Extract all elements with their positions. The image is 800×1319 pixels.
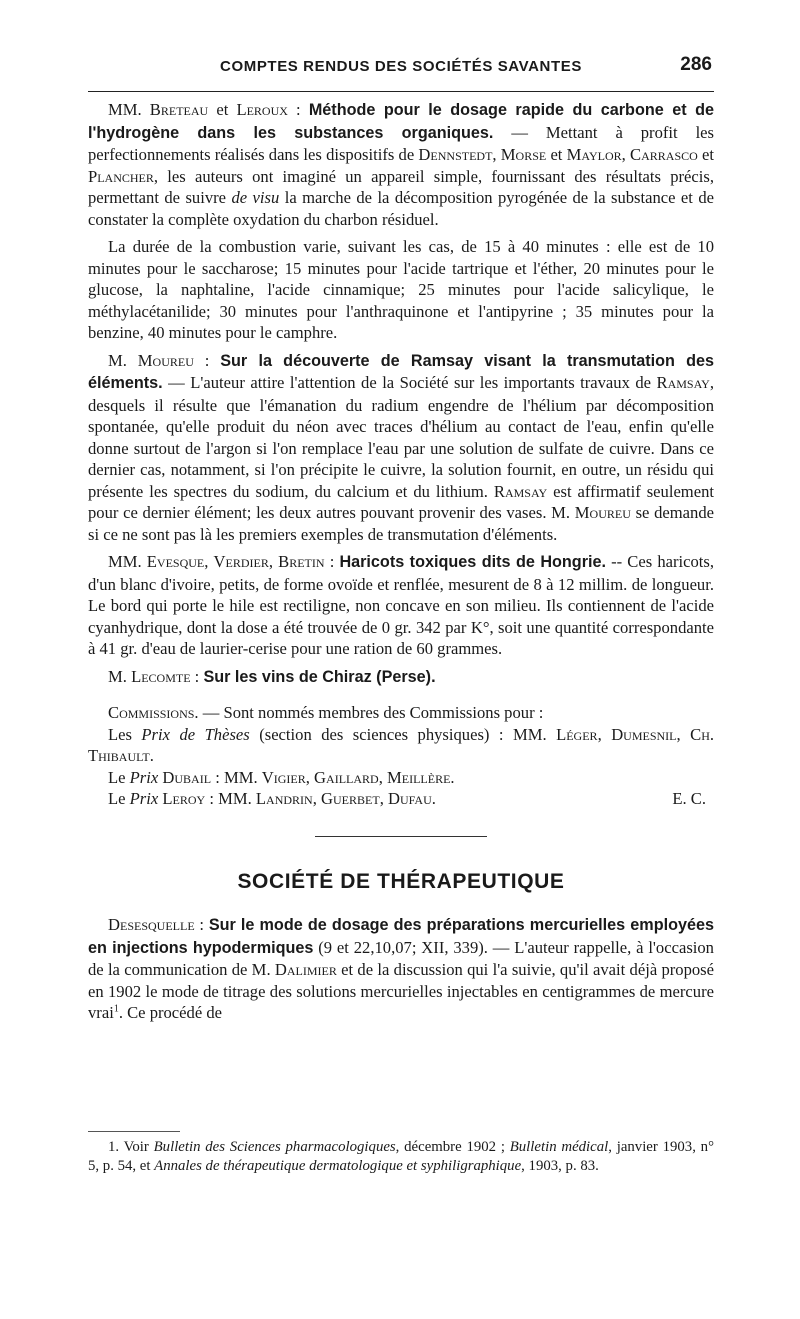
- journal-title: Bulletin des Sciences pharmacologiques: [153, 1139, 396, 1155]
- member-name: Meillère: [387, 767, 451, 787]
- running-header: [88, 52, 714, 82]
- cited-name: Ramsay: [656, 373, 710, 392]
- commission-line-leroy: [88, 788, 714, 810]
- author-name: Breteau: [149, 100, 209, 119]
- text: . Ce procédé de: [118, 1003, 223, 1022]
- paragraph-breteau-leroux: [88, 99, 714, 230]
- communication-title: Sur la découverte de Ramsay visant la transmutation des éléments.: [88, 351, 714, 392]
- text: , desquels il résulte que l'émanation du radium engendre de l'hélium par décomposition spontanée, qu'elle produit du néon avec traces d'hélium au contact de l'eau, enfin qu'elle donne surtout de l'argon si l'on remplace l'eau par une solution de sulfate de cuivre. Dans ce dernier cas, notamment, si l'on précipite le cuivre, la solution fournit, en outre, un résidu qui présente les spectres du sodium, du calcium et du lithium.: [88, 373, 714, 501]
- cited-name: Carrasco: [630, 145, 698, 164]
- text: — L'auteur attire l'attention de la Société sur les importants travaux de: [162, 373, 657, 392]
- text: ,: [305, 767, 315, 787]
- text: M.: [108, 350, 138, 370]
- cited-name: Morse: [500, 145, 547, 164]
- author-name: Desesquelle: [108, 915, 195, 934]
- member-name: Vigier: [261, 767, 306, 787]
- author-name: Bretin: [278, 552, 325, 571]
- text: ,: [676, 724, 691, 744]
- text: .: [431, 789, 436, 808]
- text: Le: [108, 767, 130, 787]
- text: est affirmatif seulement pour ce dernier élément; les deux autres pouvant provenir des vases. M.: [88, 481, 714, 522]
- cited-name: Moureu: [574, 503, 631, 522]
- cited-name: Dalimier: [274, 960, 337, 979]
- commissions-label: Commissions.: [108, 703, 199, 722]
- text: (9 et 22,10,07; XII, 339). — L'auteur rappelle, à l'occasion de la communication de M.: [88, 937, 714, 979]
- text: , les auteurs ont imaginé un appareil simple, fournissant des résultats précis, permettant de suivre: [88, 166, 714, 207]
- communication-title: Sur les vins de Chiraz (Perse).: [203, 667, 436, 686]
- text: ,: [492, 145, 501, 164]
- journal-title: Annales de thérapeutique dermatologique et syphiligraphique: [154, 1158, 522, 1174]
- footnote-reference: 1: [113, 1003, 119, 1015]
- paragraph-combustion: La durée de la combustion varie, suivant les cas, de 15 à 40 minutes : elle est de 10 minutes pour le saccharose; 15 minutes pour l'acide tartrique et l'éther, 20 minutes pour le glucose, la naphtaline, l'acide cinnamique; 25 minutes pour l'acide salicylique, le méthylacétanilide; 30 minutes pour l'anthraquinone et l'antipyrine ; 35 minutes pour la benzine, 40 minutes pour le camphre.: [88, 237, 714, 342]
- cited-name: Maylor: [566, 145, 622, 164]
- author-name: Verdier: [213, 552, 269, 571]
- paragraph-haricots: [88, 551, 714, 660]
- text: ,: [268, 552, 279, 571]
- cited-name: Ramsay: [493, 481, 548, 501]
- member-name: Gaillard: [314, 767, 379, 787]
- text: MM.: [108, 100, 150, 119]
- text: ,: [312, 789, 322, 808]
- commissions-block: [88, 702, 714, 810]
- paragraph-moureu: [88, 350, 714, 546]
- page-number: 286: [680, 54, 712, 75]
- prize-person: Leroy: [162, 789, 206, 808]
- paragraph-desesquelle: [88, 914, 714, 1024]
- author-name: Lecomte: [131, 666, 191, 686]
- text: et: [546, 145, 567, 164]
- text: : MM.: [205, 789, 256, 808]
- text: :: [287, 100, 309, 119]
- text: M.: [108, 666, 132, 686]
- text: .: [450, 767, 455, 787]
- paragraph-lecomte: [88, 666, 714, 689]
- text: Le: [108, 789, 130, 808]
- footnote: [88, 1138, 714, 1176]
- running-title: COMPTES RENDUS DES SOCIÉTÉS SAVANTES: [220, 58, 582, 75]
- author-name: Moureu: [137, 350, 194, 370]
- member-name: Dumesnil: [611, 724, 677, 744]
- text: :: [193, 350, 221, 370]
- cited-name: Plancher: [88, 166, 154, 186]
- header-rule: [88, 91, 714, 92]
- prize-name: Prix: [129, 789, 159, 808]
- text: .: [149, 746, 154, 765]
- member-name: Guerbet: [321, 789, 380, 808]
- text: et: [208, 100, 237, 119]
- text: MM.: [108, 552, 147, 571]
- article-body: [88, 99, 714, 1030]
- signature-initials: E. C.: [672, 789, 706, 808]
- footnote-number: 1.: [108, 1139, 124, 1155]
- text: :: [324, 552, 340, 571]
- author-name: Leroux: [236, 100, 288, 119]
- footnote-rule: [88, 1131, 180, 1132]
- text: ,: [204, 552, 214, 571]
- text: , décembre 1902 ;: [395, 1139, 510, 1155]
- text: Les: [108, 724, 142, 744]
- member-name: Ch. Thibault: [88, 724, 715, 765]
- text: ,: [621, 145, 631, 164]
- italic-text: de visu: [231, 188, 280, 207]
- cited-name: Dennstedt: [418, 145, 493, 164]
- commission-line-theses: [88, 724, 714, 767]
- text: ,: [378, 767, 387, 787]
- section-divider: [315, 836, 487, 837]
- prize-person: Dubail: [162, 767, 212, 787]
- journal-title: Bulletin médical: [509, 1139, 609, 1155]
- member-name: Léger: [556, 724, 598, 744]
- section-title: SOCIÉTÉ DE THÉRAPEUTIQUE: [237, 869, 565, 893]
- prize-name: Prix de Thèses: [141, 724, 250, 744]
- communication-title: Haricots toxiques dits de Hongrie.: [339, 553, 606, 571]
- footnote-area: [88, 1131, 714, 1176]
- text: : MM.: [211, 767, 262, 787]
- commissions-intro: [88, 702, 714, 724]
- prize-name: Prix: [129, 767, 159, 787]
- text: :: [194, 915, 209, 934]
- text: Voir: [123, 1139, 154, 1155]
- text: — Sont nommés membres des Commissions pour :: [198, 703, 544, 722]
- member-name: Dufau: [387, 789, 432, 808]
- text: ,: [379, 789, 388, 808]
- author-name: Evesque: [146, 552, 205, 571]
- communication-title: Méthode pour le dosage rapide du carbone et de l'hydrogène dans les substances organiques.: [88, 101, 714, 142]
- text: (section des sciences physiques) : MM.: [249, 724, 557, 744]
- text: et: [697, 145, 714, 164]
- text: — Mettant à profit les perfectionnements réalisés dans les dispositifs de: [88, 122, 714, 164]
- member-name: Landrin: [255, 789, 313, 808]
- text: la marche de la décomposition pyrogénée de la substance et de constater la complète oxydation du charbon résiduel.: [88, 188, 714, 229]
- text: -- Ces haricots, d'un blanc d'ivoire, petits, de forme ovoïde et renflée, mesurent de 8 à 12 millim. de longueur. Le bord qui porte le hile est rectiligne, non concave en son milieu. Ils contiennent de l'acide cyanhydrique, dont la dose a été trouvée de 0 gr. 342 par K°, soit une quantité correspondante à 41 gr. d'eau de laurier-cerise pour une ration de 60 grammes.: [88, 552, 714, 658]
- communication-title: Sur le mode de dosage des préparations mercurielles employées en injections hypodermiques: [88, 916, 714, 957]
- text: , janvier 1903, n° 5, p. 54, et: [88, 1139, 714, 1174]
- text: , 1903, p. 83.: [521, 1158, 599, 1174]
- text: et de la discussion qui l'a suivie, qu'il avait déjà proposé en 1902 le mode de titrage des solutions mercurielles injectables en centigrammes de mercure vrai: [88, 960, 715, 1022]
- text: :: [190, 666, 204, 686]
- text: se demande si ce ne sont pas là les premiers exemples de transmutation d'éléments.: [88, 503, 714, 544]
- commission-line-dubail: [88, 767, 714, 789]
- text: ,: [597, 724, 612, 744]
